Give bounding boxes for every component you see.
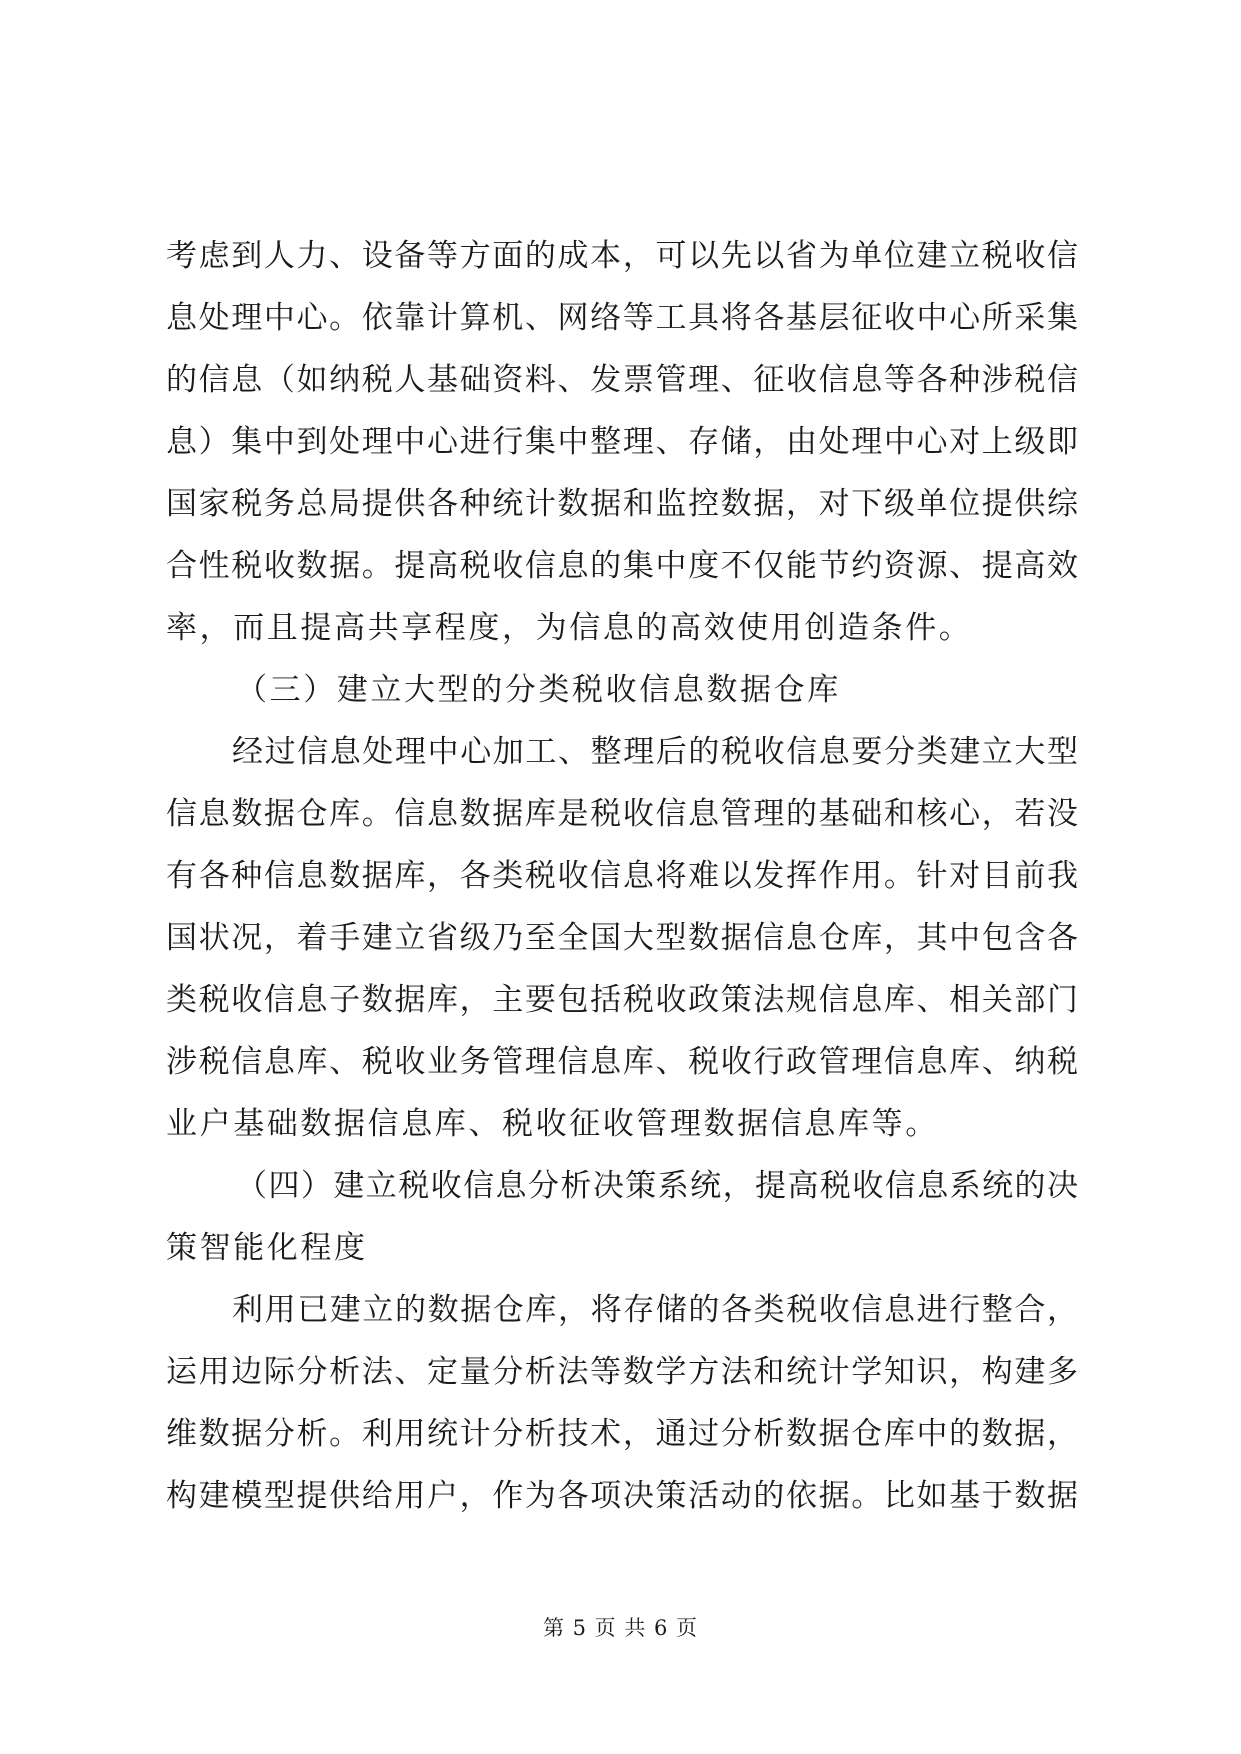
body-text-line: 率，而且提高共享程度，为信息的高效使用创造条件。 xyxy=(166,610,973,646)
body-text-line: 利用已建立的数据仓库，将存储的各类税收信息进行整合， xyxy=(232,1292,1078,1328)
document-body xyxy=(166,225,1078,1527)
body-text-line: 构建模型提供给用户，作为各项决策活动的依据。比如基于数据 xyxy=(166,1478,1078,1514)
page-number-footer: 第 5 页 共 6 页 xyxy=(542,1616,699,1640)
body-text-line: 考虑到人力、设备等方面的成本，可以先以省为单位建立税收信 xyxy=(166,238,1078,274)
body-text-line: 息处理中心。依靠计算机、网络等工具将各基层征收中心所采集 xyxy=(166,300,1078,336)
body-text-line: 维数据分析。利用统计分析技术，通过分析数据仓库中的数据， xyxy=(166,1416,1078,1452)
section-heading: （三）建立大型的分类税收信息数据仓库 xyxy=(236,672,841,708)
body-text-line: 运用边际分析法、定量分析法等数学方法和统计学知识，构建多 xyxy=(166,1354,1078,1390)
body-text-line: 国状况，着手建立省级乃至全国大型数据信息仓库，其中包含各 xyxy=(166,920,1078,956)
body-text-line: 业户基础数据信息库、税收征收管理数据信息库等。 xyxy=(166,1106,939,1142)
body-text-line: 合性税收数据。提高税收信息的集中度不仅能节约资源、提高效 xyxy=(166,548,1078,584)
body-text-line: 息）集中到处理中心进行集中整理、存储，由处理中心对上级即 xyxy=(166,424,1078,460)
body-text-line: 涉税信息库、税收业务管理信息库、税收行政管理信息库、纳税 xyxy=(166,1044,1078,1080)
body-text-line: 信息数据仓库。信息数据库是税收信息管理的基础和核心，若没 xyxy=(166,796,1078,832)
body-text-line: 经过信息处理中心加工、整理后的税收信息要分类建立大型 xyxy=(232,734,1078,770)
body-text-line: 有各种信息数据库，各类税收信息将难以发挥作用。针对目前我 xyxy=(166,858,1078,894)
body-text-line: 类税收信息子数据库，主要包括税收政策法规信息库、相关部门 xyxy=(166,982,1078,1018)
section-heading-continued: 策智能化程度 xyxy=(166,1230,368,1266)
section-heading: （四）建立税收信息分析决策系统，提高税收信息系统的决 xyxy=(236,1168,1078,1204)
body-text-line: 的信息（如纳税人基础资料、发票管理、征收信息等各种涉税信 xyxy=(166,362,1078,398)
body-text-line: 国家税务总局提供各种统计数据和监控数据，对下级单位提供综 xyxy=(166,486,1078,522)
